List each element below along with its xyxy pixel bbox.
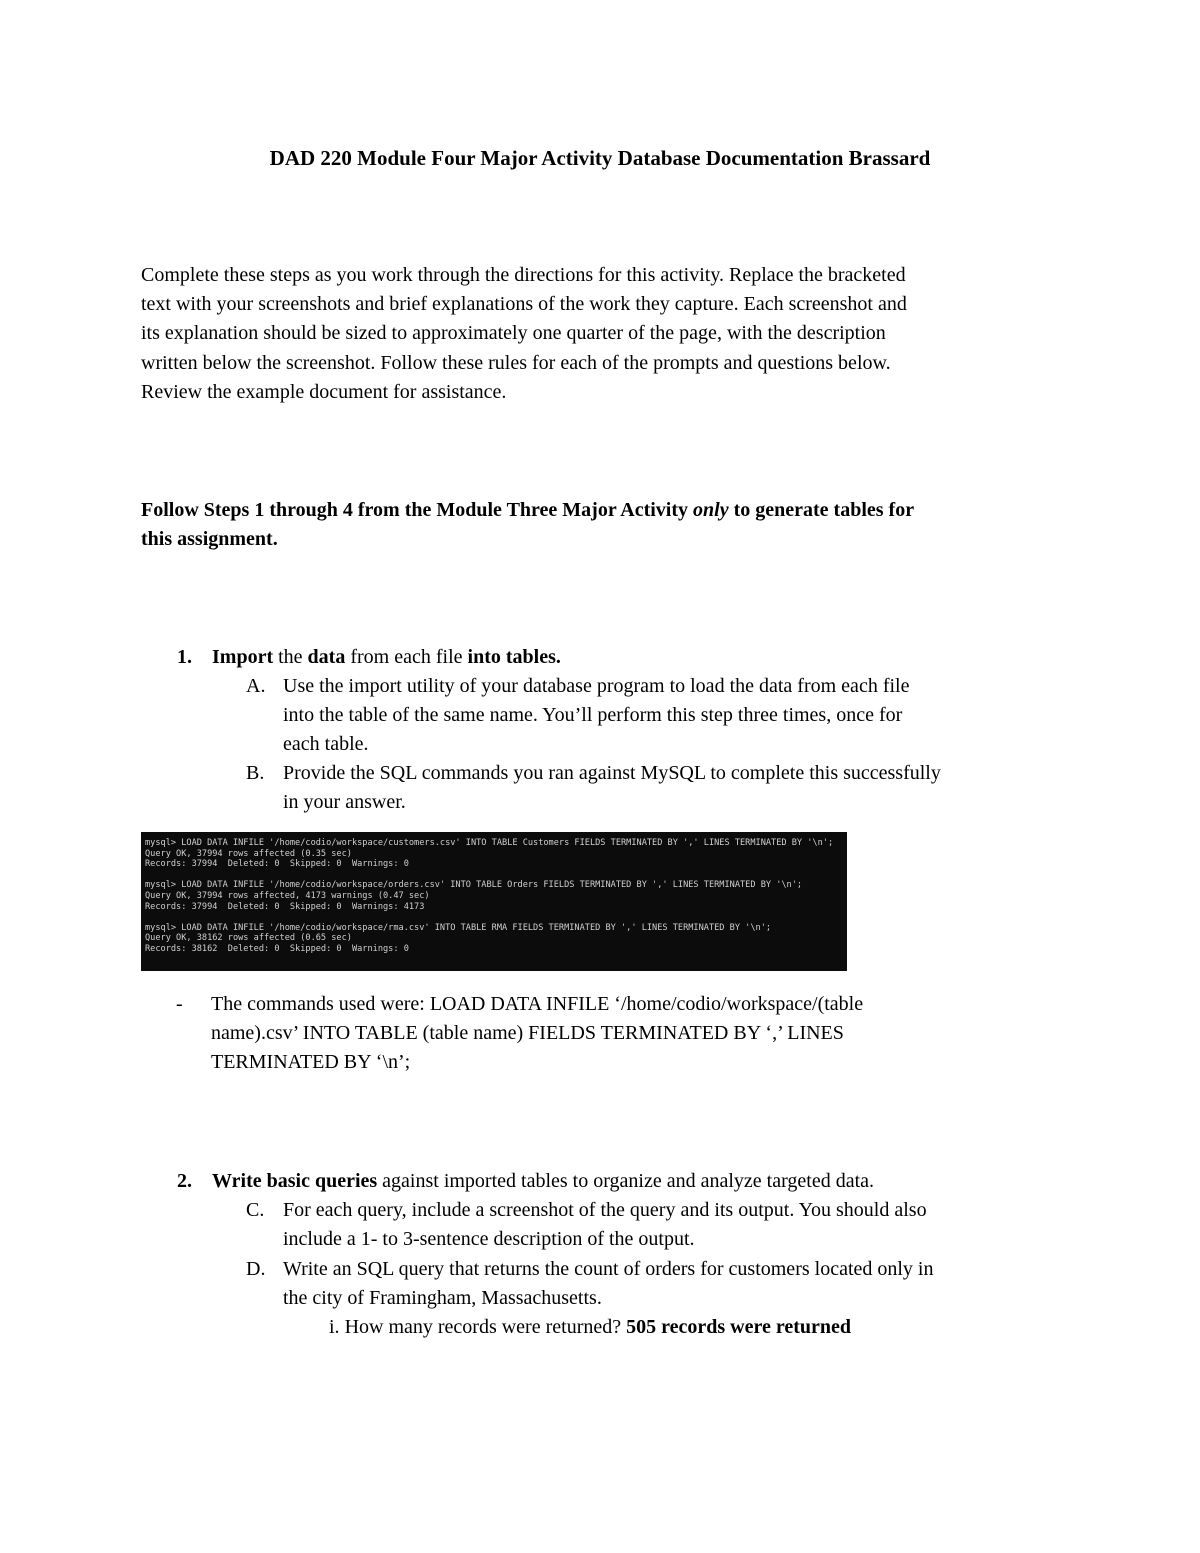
heading-text: against imported tables to organize and analyze targeted data.	[377, 1170, 875, 1192]
terminal-line: Records: 38162 Deleted: 0 Skipped: 0 Warnings: 0	[145, 943, 409, 954]
item-letter: B.	[246, 762, 265, 784]
item-text: For each query, include a screenshot of the query and its output. You should also	[283, 1199, 927, 1221]
terminal-line: mysql> LOAD DATA INFILE '/home/codio/workspace/rma.csv' INTO TABLE RMA FIELDS TERMINATED BY ',' LINES TERMINATED BY '\n';	[145, 922, 772, 933]
item-d	[246, 1255, 934, 1284]
heading-text: from each file	[345, 646, 468, 668]
instruction-emphasis: only	[693, 499, 729, 521]
document-title: DAD 220 Module Four Major Activity Database Documentation Brassard	[269, 146, 931, 170]
heading-bold: into tables.	[467, 646, 561, 668]
item-letter: D.	[246, 1258, 266, 1280]
bullet-dash: -	[176, 993, 183, 1015]
item-letter: A.	[246, 675, 266, 697]
item-b-continuation: in your answer.	[283, 791, 406, 813]
terminal-line: mysql> LOAD DATA INFILE '/home/codio/workspace/orders.csv' INTO TABLE Orders FIELDS TERMINATED BY ',' LINES TERMINATED BY '\n';	[145, 880, 803, 891]
heading-bold: Write basic queries	[212, 1170, 378, 1192]
intro-line: text with your screenshots and brief explanations of the work they capture. Each screenshot and	[141, 293, 907, 316]
section-2-heading	[177, 1167, 874, 1196]
instruction-paragraph	[141, 496, 1081, 554]
heading-bold: data	[307, 646, 346, 668]
terminal-line	[145, 912, 843, 923]
item-d-continuation: the city of Framingham, Massachusetts.	[283, 1287, 602, 1309]
item-a-continuation: into the table of the same name. You’ll perform this step three times, once for	[283, 704, 903, 726]
section-1-heading	[177, 643, 561, 672]
item-c-continuation: include a 1- to 3-sentence description of the output.	[283, 1228, 695, 1250]
terminal-line: mysql> LOAD DATA INFILE '/home/codio/workspace/customers.csv' INTO TABLE Customers FIELDS TERMINATED BY ',' LINES TERMINATED BY '\n';	[145, 838, 834, 848]
intro-paragraph	[141, 261, 1071, 407]
intro-line: written below the screenshot. Follow these rules for each of the prompts and questions below.	[141, 351, 891, 374]
answer-line: The commands used were: LOAD DATA INFILE ‘/home/codio/workspace/(table	[211, 993, 864, 1015]
terminal-line: Records: 37994 Deleted: 0 Skipped: 0 Warnings: 0	[145, 859, 409, 870]
heading-text: the	[273, 646, 308, 668]
subitem-question: How many records were returned?	[339, 1316, 627, 1338]
subitem-i	[329, 1313, 851, 1342]
instruction-line-1	[141, 496, 1081, 525]
intro-line: Review the example document for assistance.	[141, 380, 507, 403]
intro-line: its explanation should be sized to approximately one quarter of the page, with the description	[141, 322, 886, 345]
item-text: Write an SQL query that returns the count of orders for customers located only in	[283, 1258, 934, 1280]
item-a	[246, 672, 909, 701]
section-number: 2.	[177, 1170, 192, 1192]
terminal-line: Query OK, 37994 rows affected (0.35 sec)	[145, 848, 352, 859]
intro-line: Complete these steps as you work through the directions for this activity. Replace the bracketed	[141, 264, 906, 286]
section-number: 1.	[177, 646, 192, 668]
item-a-continuation: each table.	[283, 733, 369, 755]
terminal-line: Query OK, 37994 rows affected, 4173 warnings (0.47 sec)	[145, 890, 430, 901]
instruction-text: Follow Steps 1 through 4 from the Module Three Major Activity	[141, 499, 694, 521]
item-c	[246, 1196, 927, 1225]
terminal-screenshot	[141, 832, 847, 971]
terminal-line	[145, 870, 843, 881]
subitem-answer: 505 records were returned	[626, 1316, 852, 1338]
answer-line: name).csv’ INTO TABLE (table name) FIELDS TERMINATED BY ‘,’ LINES	[211, 1022, 844, 1044]
answer-line: TERMINATED BY ‘\n’;	[211, 1051, 411, 1073]
instruction-text: to generate tables for	[728, 499, 915, 521]
heading-bold: Import	[212, 646, 274, 668]
terminal-line: Records: 37994 Deleted: 0 Skipped: 0 Warnings: 4173	[145, 901, 425, 912]
subitem-label: i.	[329, 1316, 340, 1338]
terminal-line: Query OK, 38162 rows affected (0.65 sec)	[145, 933, 352, 944]
item-letter: C.	[246, 1199, 265, 1221]
item-b	[246, 759, 941, 788]
instruction-line-2: this assignment.	[141, 528, 278, 550]
item-text: Provide the SQL commands you ran against MySQL to complete this successfully	[283, 762, 941, 784]
item-text: Use the import utility of your database program to load the data from each file	[283, 675, 910, 697]
